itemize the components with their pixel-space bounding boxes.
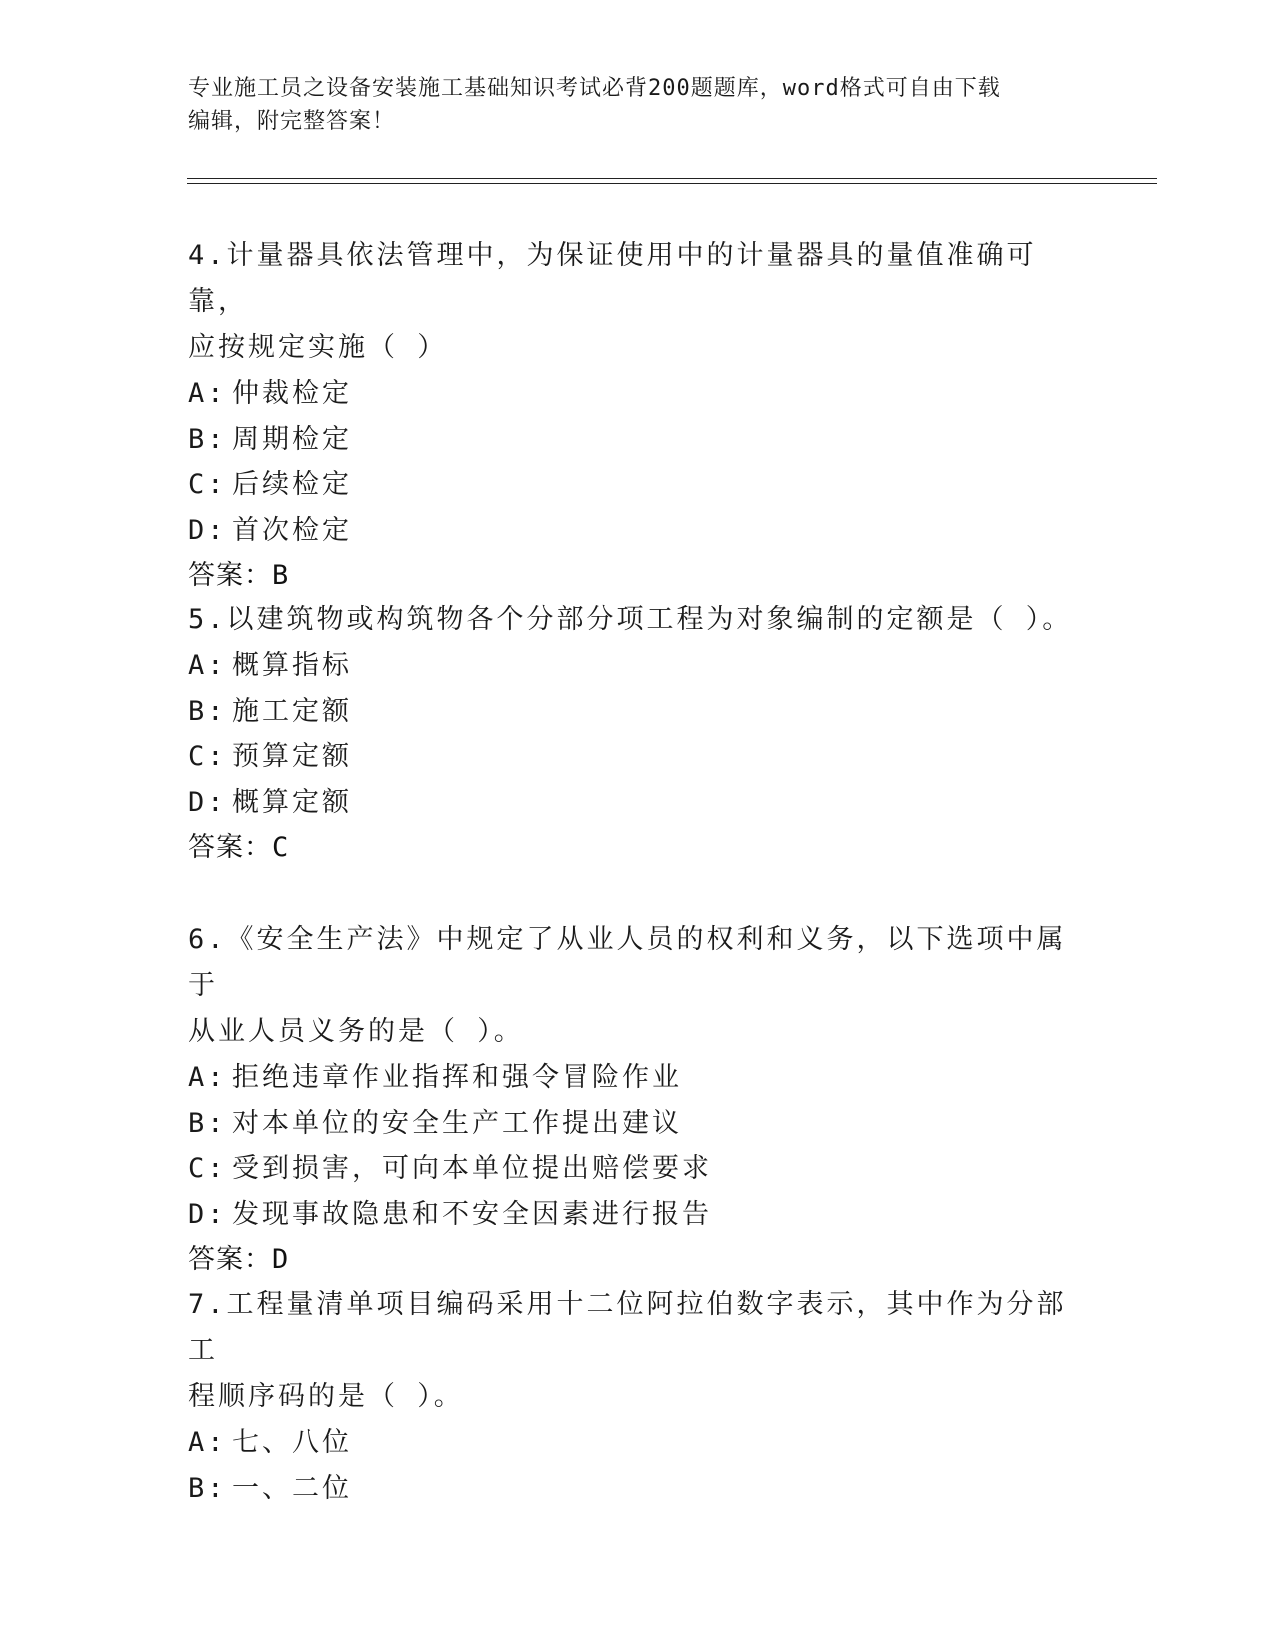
answer bbox=[188, 825, 1088, 871]
header-divider-bottom bbox=[187, 183, 1157, 184]
option-text: 七、八位 bbox=[232, 1427, 352, 1458]
option-b bbox=[188, 689, 1088, 735]
option-text: 后续检定 bbox=[232, 469, 352, 500]
option-text: 发现事故隐患和不安全因素进行报告 bbox=[232, 1198, 712, 1230]
option-d bbox=[188, 508, 1088, 554]
header-divider-top bbox=[187, 178, 1157, 179]
question-stem-line: 从业人员义务的是（ ）。 bbox=[188, 1016, 524, 1047]
option-a bbox=[188, 643, 1088, 689]
option-b bbox=[188, 1101, 1088, 1147]
answer-label: 答案： bbox=[188, 560, 272, 591]
option-letter: C: bbox=[188, 1153, 227, 1184]
question-stem-line: 程顺序码的是（ ）。 bbox=[188, 1381, 464, 1412]
question-7 bbox=[188, 1282, 1088, 1511]
option-letter: B: bbox=[188, 1107, 227, 1139]
question-stem bbox=[188, 1282, 1088, 1420]
option-text: 仲裁检定 bbox=[232, 378, 352, 409]
answer bbox=[188, 553, 1088, 599]
option-text: 概算指标 bbox=[232, 650, 352, 681]
option-letter: D: bbox=[188, 1198, 227, 1230]
question-stem-line: 5.以建筑物或构筑物各个分部分项工程为对象编制的定额是（ ）。 bbox=[188, 604, 1073, 635]
question-stem bbox=[188, 917, 1088, 1055]
option-text: 对本单位的安全生产工作提出建议 bbox=[232, 1107, 682, 1139]
answer-label: 答案： bbox=[188, 1244, 272, 1275]
answer bbox=[188, 1237, 1088, 1283]
option-a bbox=[188, 371, 1088, 417]
option-text: 周期检定 bbox=[232, 423, 352, 455]
option-text: 拒绝违章作业指挥和强令冒险作业 bbox=[232, 1062, 682, 1093]
option-text: 施工定额 bbox=[232, 695, 352, 727]
document-header bbox=[188, 72, 1088, 138]
answer-value: D bbox=[272, 1244, 290, 1275]
option-a bbox=[188, 1420, 1088, 1466]
answer-value: B bbox=[272, 560, 290, 591]
option-letter: D: bbox=[188, 786, 227, 818]
question-stem-line: 4.计量器具依法管理中，为保证使用中的计量器具的量值准确可靠， bbox=[188, 240, 1037, 317]
option-c bbox=[188, 1146, 1088, 1192]
option-letter: A: bbox=[188, 650, 227, 681]
question-stem bbox=[188, 597, 1088, 643]
option-d bbox=[188, 780, 1088, 826]
question-stem-line: 7.工程量清单项目编码采用十二位阿拉伯数字表示，其中作为分部工 bbox=[188, 1289, 1067, 1366]
answer-label: 答案： bbox=[188, 832, 272, 863]
option-letter: A: bbox=[188, 1427, 227, 1458]
header-line-1: 专业施工员之设备安装施工基础知识考试必背200题题库，word格式可自由下载 bbox=[188, 76, 1001, 101]
question-stem-line: 6.《安全生产法》中规定了从业人员的权利和义务，以下选项中属于 bbox=[188, 924, 1067, 1001]
option-d bbox=[188, 1192, 1088, 1238]
question-5 bbox=[188, 597, 1088, 871]
option-text: 概算定额 bbox=[232, 786, 352, 818]
question-stem bbox=[188, 233, 1088, 371]
option-text: 一、二位 bbox=[232, 1472, 352, 1504]
option-b bbox=[188, 417, 1088, 463]
option-letter: A: bbox=[188, 378, 227, 409]
header-line-2: 编辑，附完整答案！ bbox=[188, 109, 396, 134]
question-6 bbox=[188, 917, 1088, 1283]
option-b bbox=[188, 1466, 1088, 1512]
option-letter: D: bbox=[188, 514, 227, 546]
option-letter: B: bbox=[188, 1472, 227, 1504]
option-letter: A: bbox=[188, 1062, 227, 1093]
option-text: 首次检定 bbox=[232, 514, 352, 546]
option-letter: B: bbox=[188, 423, 227, 455]
option-a bbox=[188, 1055, 1088, 1101]
option-text: 预算定额 bbox=[232, 741, 352, 772]
option-letter: C: bbox=[188, 741, 227, 772]
option-letter: C: bbox=[188, 469, 227, 500]
question-stem-line: 应按规定实施（ ） bbox=[188, 332, 448, 363]
option-c bbox=[188, 734, 1088, 780]
option-c bbox=[188, 462, 1088, 508]
question-4 bbox=[188, 233, 1088, 599]
option-letter: B: bbox=[188, 695, 227, 727]
answer-value: C bbox=[272, 832, 290, 863]
option-text: 受到损害，可向本单位提出赔偿要求 bbox=[232, 1153, 712, 1184]
